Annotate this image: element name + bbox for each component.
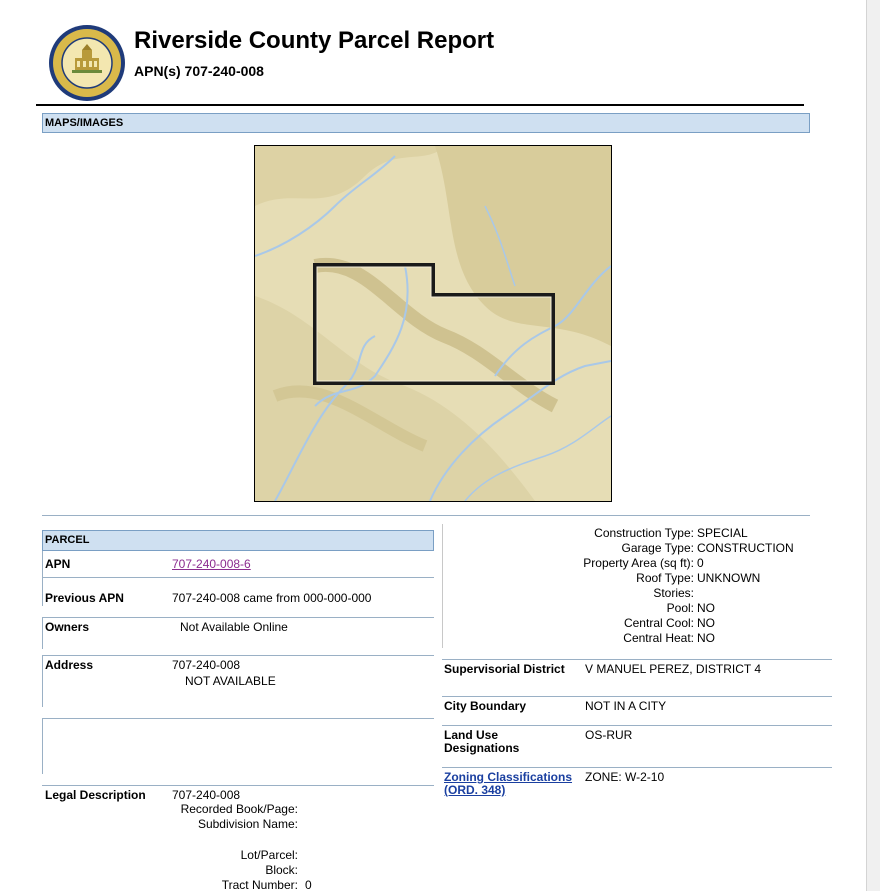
previous-apn-value: 707-240-008 came from 000-000-000 (172, 591, 372, 605)
header-divider (36, 104, 804, 106)
central-cool-label: Central Cool: (623, 616, 694, 630)
section-header-parcel: PARCEL (42, 530, 434, 551)
apn-label: APN (45, 557, 71, 571)
zoning-ordinance-link[interactable]: (ORD. 348) (444, 783, 506, 797)
column-divider (442, 524, 443, 648)
section-divider (42, 515, 810, 516)
land-use-value: OS-RUR (585, 728, 633, 742)
central-heat-label: Central Heat: (623, 631, 694, 645)
roof-type-value: UNKNOWN (697, 571, 761, 585)
row-divider (42, 718, 434, 719)
subdivision-name-label: Subdivision Name: (197, 817, 298, 831)
city-boundary-label: City Boundary (444, 699, 527, 713)
address-line2: NOT AVAILABLE (185, 674, 276, 688)
recorded-book-page-label: Recorded Book/Page: (180, 802, 298, 816)
lot-parcel-label: Lot/Parcel: (240, 848, 298, 862)
supervisorial-district-label: Supervisorial District (444, 662, 565, 676)
row-divider (442, 767, 832, 768)
land-use-label-line2: Designations (444, 741, 520, 755)
owners-label: Owners (45, 620, 90, 634)
table-border (42, 655, 43, 707)
city-boundary-value: NOT IN A CITY (585, 699, 667, 713)
central-heat-value: NO (697, 631, 715, 645)
table-border (42, 617, 43, 649)
garage-type-value: CONSTRUCTION (697, 541, 794, 555)
stories-label: Stories: (653, 586, 694, 600)
tract-number-label: Tract Number: (221, 878, 298, 892)
roof-type-label: Roof Type: (636, 571, 694, 585)
row-divider (442, 696, 832, 697)
previous-apn-label: Previous APN (45, 591, 124, 605)
row-divider (442, 725, 832, 726)
address-line1: 707-240-008 (172, 658, 241, 672)
construction-type-label: Construction Type: (594, 526, 694, 540)
section-header-maps: MAPS/IMAGES (42, 113, 810, 133)
table-border (42, 718, 43, 774)
page-title: Riverside County Parcel Report (134, 27, 495, 54)
row-divider (42, 785, 434, 786)
block-label: Block: (265, 863, 298, 877)
apn-subtitle: APN(s) 707-240-008 (134, 63, 264, 79)
supervisorial-district-value: V MANUEL PEREZ, DISTRICT 4 (585, 662, 762, 676)
parcel-map[interactable] (254, 145, 612, 502)
property-area-value: 0 (697, 556, 704, 570)
garage-type-label: Garage Type: (621, 541, 694, 555)
tract-number-value: 0 (305, 878, 312, 892)
table-border (42, 551, 43, 606)
row-divider (42, 617, 434, 618)
legal-description-label: Legal Description (45, 788, 146, 802)
property-area-label: Property Area (sq ft): (583, 556, 694, 570)
land-use-label-line1: Land Use (444, 728, 499, 742)
pool-label: Pool: (666, 601, 694, 615)
apn-link[interactable]: 707-240-008-6 (172, 557, 251, 571)
pool-value: NO (697, 601, 715, 615)
row-divider (42, 577, 434, 578)
row-divider (42, 655, 434, 656)
construction-type-value: SPECIAL (697, 526, 748, 540)
map-terrain (255, 146, 611, 501)
central-cool-value: NO (697, 616, 715, 630)
legal-description-value: 707-240-008 (172, 788, 241, 802)
scrollbar-track[interactable] (866, 0, 880, 891)
zoning-value: ZONE: W-2-10 (585, 770, 665, 784)
county-seal-icon (48, 24, 126, 102)
row-divider (442, 659, 832, 660)
zoning-classifications-link[interactable]: Zoning Classifications (444, 770, 573, 784)
address-label: Address (45, 658, 94, 672)
owners-value: Not Available Online (180, 620, 288, 634)
